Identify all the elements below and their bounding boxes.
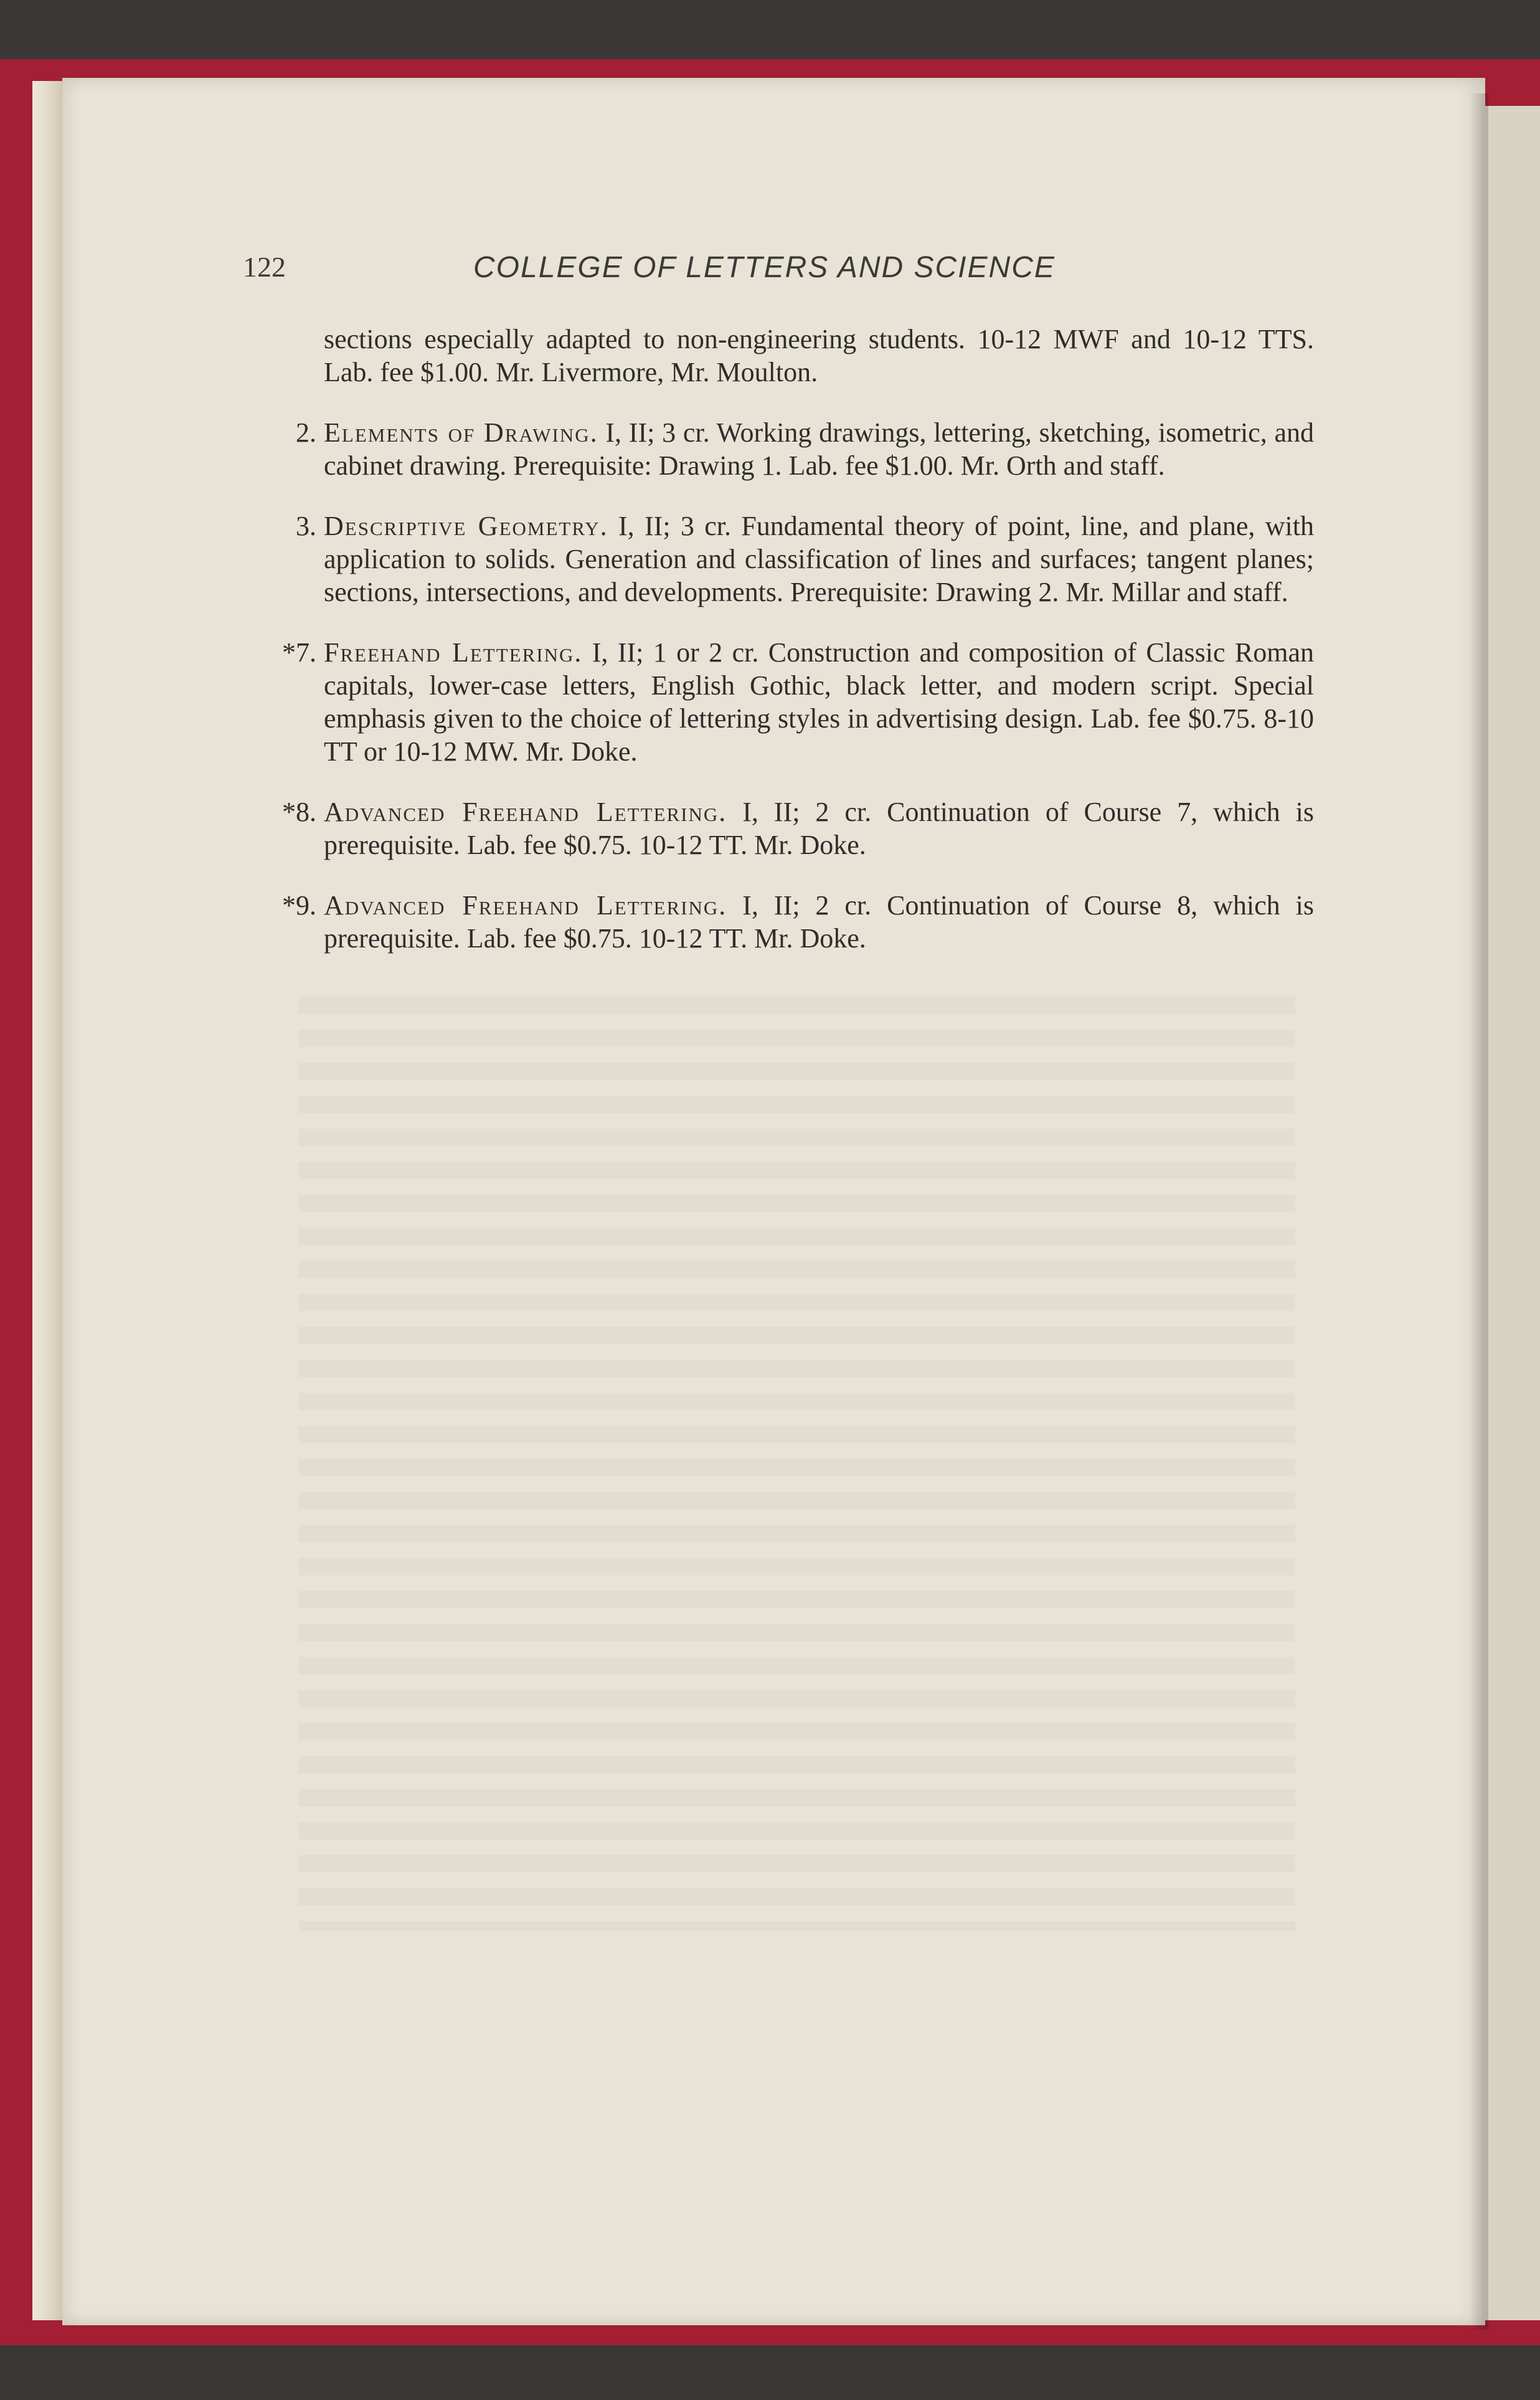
course-title: Advanced Freehand Lettering. xyxy=(324,797,727,827)
gutter-shadow xyxy=(1470,93,1488,2330)
course-number: *8. xyxy=(282,797,316,827)
course-number: *9. xyxy=(282,890,316,921)
course-title: Elements of Drawing. xyxy=(324,417,598,448)
course-description: I, II; 3 cr. Fundamental theory of point, line, and plane, with application to solids. Generation and classification of lines and surfaces; tangent planes; sections, intersections, and developments. Prerequisite: Drawing 2. Mr. Millar and staff. xyxy=(324,511,1314,607)
course-title: Descriptive Geometry. xyxy=(324,511,608,541)
show-through-text xyxy=(299,997,1295,1931)
course-description: I, II; 2 cr. Continuation of Course 7, which is prerequisite. Lab. fee $0.75. 10-12 TT. Mr. Doke. xyxy=(324,797,1314,860)
facing-page-edge xyxy=(1485,106,1540,2320)
course-entry xyxy=(249,323,1314,389)
page-number: 122 xyxy=(243,251,286,283)
page-edges xyxy=(32,81,67,2320)
running-title: COLLEGE OF LETTERS AND SCIENCE xyxy=(473,251,1056,284)
course-entry xyxy=(249,510,1314,609)
course-description: sections especially adapted to non-engineering students. 10-12 MWF and 10-12 TTS. Lab. fee $1.00. Mr. Livermore, Mr. Moulton. xyxy=(324,324,1314,387)
course-entry xyxy=(249,416,1314,482)
page-header xyxy=(243,250,1084,300)
course-listing xyxy=(249,323,1314,982)
course-title: Advanced Freehand Lettering. xyxy=(324,890,727,921)
course-description: I, II; 3 cr. Working drawings, lettering, sketching, isometric, and cabinet drawing. Prerequisite: Drawing 1. Lab. fee $1.00. Mr. Orth and staff. xyxy=(324,417,1314,481)
course-entry xyxy=(249,636,1314,768)
course-entry xyxy=(249,795,1314,861)
course-description: I, II; 2 cr. Continuation of Course 8, which is prerequisite. Lab. fee $0.75. 10-12 TT. Mr. Doke. xyxy=(324,890,1314,954)
course-number: *7. xyxy=(282,637,316,668)
course-title: Freehand Lettering. xyxy=(324,637,583,668)
course-number: 3. xyxy=(296,511,316,541)
course-description: I, II; 1 or 2 cr. Construction and composition of Classic Roman capitals, lower-case letters, English Gothic, black letter, and modern script. Special emphasis given to the choice of lettering styles in advertising design. Lab. fee $0.75. 8-10 TT or 10-12 MW. Mr. Doke. xyxy=(324,637,1314,767)
course-entry xyxy=(249,889,1314,955)
course-number: 2. xyxy=(296,417,316,448)
